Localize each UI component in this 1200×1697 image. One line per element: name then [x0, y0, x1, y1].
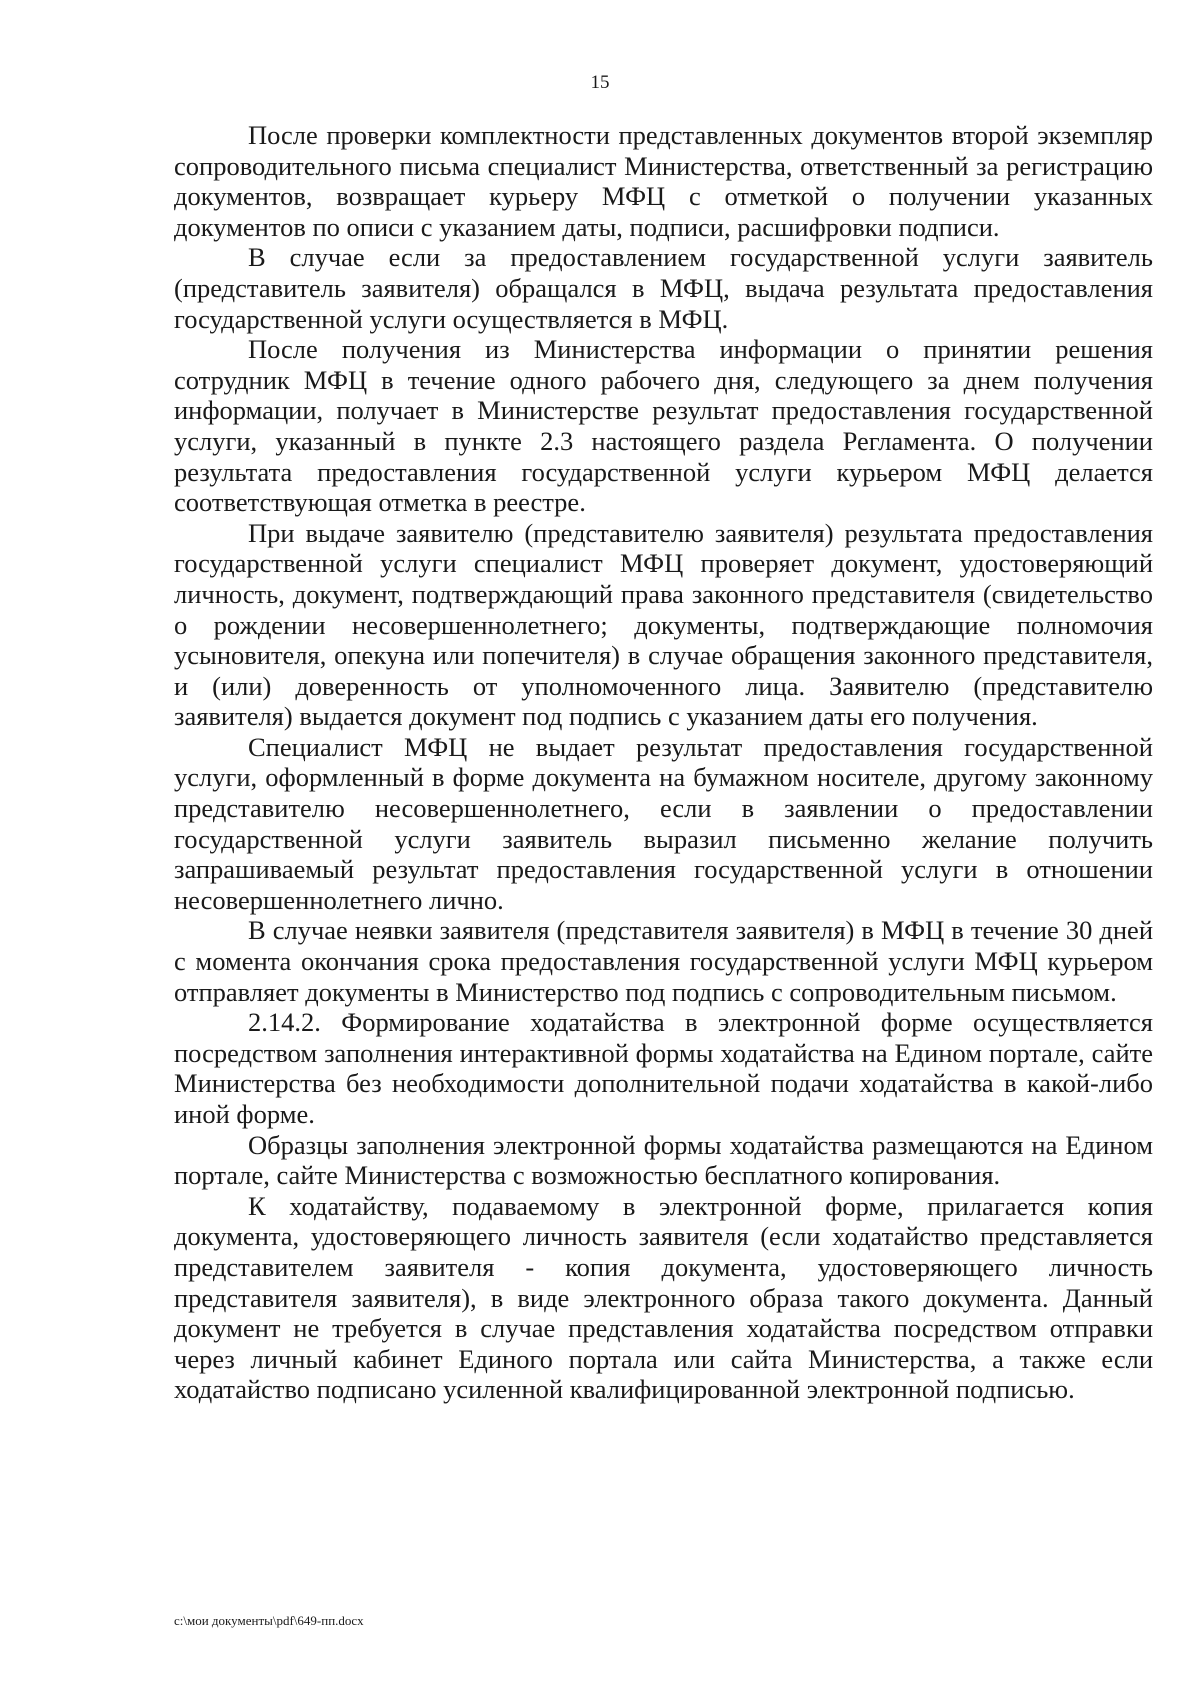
paragraph: Образцы заполнения электронной формы ходатайства размещаются на Едином портале, сайте Министерства с возможностью бесплатного копирования.	[174, 1129, 1153, 1191]
paragraph: После получения из Министерства информации о принятии решения сотрудник МФЦ в течение одного рабочего дня, следующего за днем получения информации, получает в Министерстве результат предоставления государственной услуги, указанный в пункте 2.3 настоящего раздела Регламента. О получении результата предоставления государственной услуги курьером МФЦ делается соответствующая отметка в реестре.	[174, 334, 1153, 518]
document-body	[174, 120, 1153, 1405]
paragraph: Специалист МФЦ не выдает результат предоставления государственной услуги, оформленный в форме документа на бумажном носителе, другому законному представителю несовершеннолетнего, если в заявлении о предоставлении государственной услуги заявитель выразил письменно желание получить запрашиваемый результат предоставления государственной услуги в отношении несовершеннолетнего лично.	[174, 731, 1153, 915]
footer-file-path: c:\мои документы\pdf\649-пп.docx	[174, 1613, 364, 1628]
paragraph: В случае если за предоставлением государственной услуги заявитель (представитель заявителя) обращался в МФЦ, выдача результата предоставления государственной услуги осуществляется в МФЦ.	[174, 242, 1153, 334]
page-number: 15	[590, 72, 610, 93]
paragraph: К ходатайству, подаваемому в электронной форме, прилагается копия документа, удостоверяющего личность заявителя (если ходатайство представляется представителем заявителя - копия документа, удостоверяющего личность представителя заявителя), в виде электронного образа такого документа. Данный документ не требуется в случае представления ходатайства посредством отправки через личный кабинет Единого портала или сайта Министерства, а также если ходатайство подписано усиленной квалифицированной электронной подписью.	[174, 1190, 1153, 1405]
paragraph: При выдаче заявителю (представителю заявителя) результата предоставления государственной услуги специалист МФЦ проверяет документ, удостоверяющий личность, документ, подтверждающий права законного представителя (свидетельство о рождении несовершеннолетнего; документы, подтверждающие полномочия усыновителя, опекуна или попечителя) в случае обращения законного представителя, и (или) доверенность от уполномоченного лица. Заявителю (представителю заявителя) выдается документ под подпись с указанием даты его получения.	[174, 517, 1153, 732]
paragraph: В случае неявки заявителя (представителя заявителя) в МФЦ в течение 30 дней с момента окончания срока предоставления государственной услуги МФЦ курьером отправляет документы в Министерство под подпись с сопроводительным письмом.	[174, 915, 1153, 1007]
paragraph: После проверки комплектности представленных документов второй экземпляр сопроводительного письма специалист Министерства, ответственный за регистрацию документов, возвращает курьеру МФЦ с отметкой о получении указанных документов по описи с указанием даты, подписи, расшифровки подписи.	[174, 120, 1153, 242]
paragraph: 2.14.2. Формирование ходатайства в электронной форме осуществляется посредством заполнения интерактивной формы ходатайства на Едином портале, сайте Министерства без необходимости дополнительной подачи ходатайства в какой-либо иной форме.	[174, 1007, 1153, 1129]
